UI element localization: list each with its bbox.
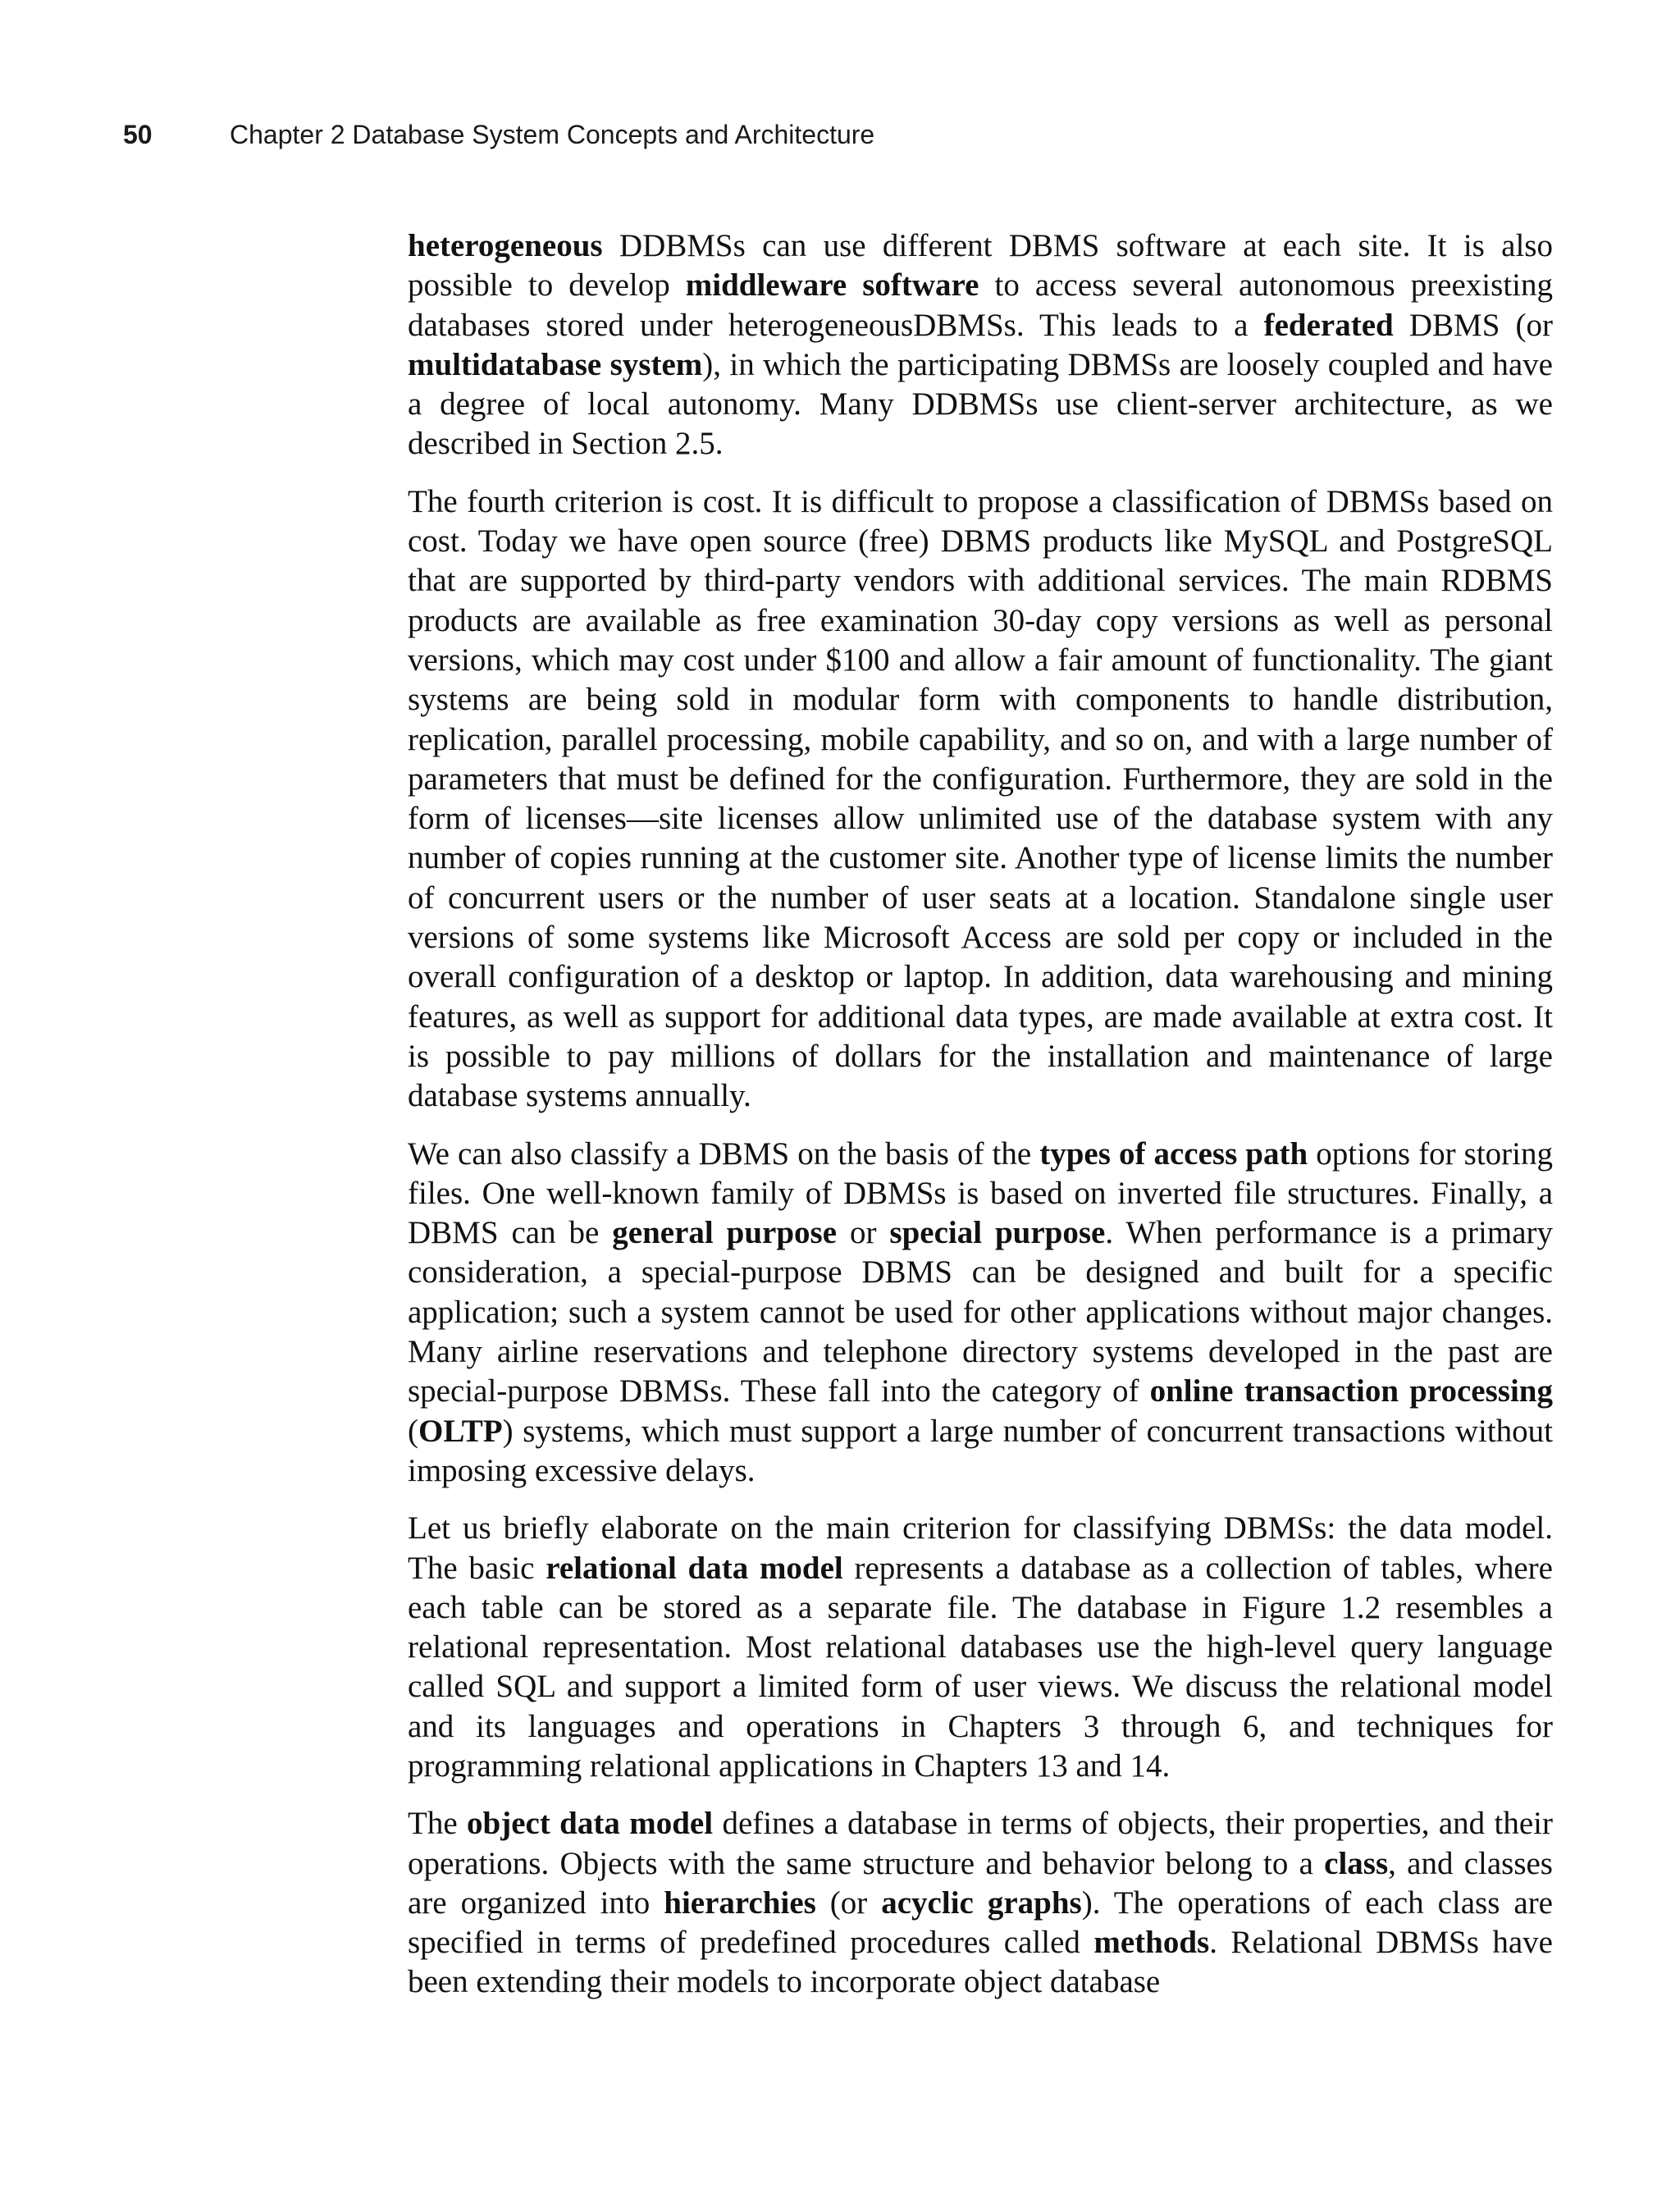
- term-middleware-software: middleware software: [685, 267, 979, 304]
- term-federated: federated: [1263, 307, 1394, 343]
- body-text: [408, 226, 1553, 2021]
- term-object-data-model: object data model: [467, 1806, 714, 1842]
- term-heterogeneous: heterogeneous: [408, 228, 603, 263]
- paragraph-relational-model: Let us briefly elaborate on the main criterion for classifying DBMSs: the data model. The basic relational data model represents a database as a collection of tables, where each table can be stored as a separate file. The database in Figure 1.2 resembles a relational representation. Most relational databases use the high-level query language called SQL and support a limited form of user views. We discuss the relational model and its languages and operations in Chapters 3 through 6, and techniques for programming relational applications in Chapters 13 and 14.: [408, 1510, 1553, 1784]
- term-online-transaction-processing: online transaction processing: [1149, 1373, 1553, 1409]
- chapter-title: Chapter 2 Database System Concepts and Architecture: [230, 120, 875, 149]
- term-class: class: [1324, 1845, 1389, 1881]
- running-head: [123, 120, 874, 153]
- page-number: 50: [123, 120, 153, 149]
- term-methods: methods: [1093, 1925, 1210, 1961]
- term-special-purpose: special purpose: [889, 1215, 1106, 1251]
- paragraph-object-model: The object data model defines a database in terms of objects, their properties, and their operations. Objects with the same structure and behavior belong to a class, and classes are organized into hierarchies (or acyclic graphs). The operations of each class are specified in terms of predefined procedures called methods. Relational DBMSs have been extending their models to incorporate object database: [408, 1806, 1553, 2000]
- term-hierarchies: hierarchies: [664, 1884, 816, 1921]
- paragraph-heterogeneous-ddbms: heterogeneous DDBMSs can use different DBMS software at each site. It is also possible to develop middleware software to access several autonomous preexisting databases stored under heterogeneousDBMSs. This leads to a federated DBMS (or multidatabase system), in which the participating DBMSs are loosely coupled and have a degree of local autonomy. Many DDBMSs use client-server architecture, as we described in Section 2.5.: [408, 228, 1553, 462]
- term-general-purpose: general purpose: [612, 1215, 838, 1251]
- term-types-of-access-path: types of access path: [1039, 1135, 1308, 1172]
- paragraph-cost-criterion: The fourth criterion is cost. It is difficult to propose a classification of DBMSs based on cost. Today we have open source (free) DBMS products like MySQL and PostgreSQL that are supported by third-party vendors with additional services. The main RDBMS products are available as free examination 30-day copy versions as well as personal versions, which may cost under $100 and allow a fair amount of functionality. The giant systems are being sold in modular form with components to handle distribution, replication, parallel processing, mobile capability, and so on, and with a large number of parameters that must be defined for the configuration. Furthermore, they are sold in the form of licenses—site licenses allow unlimited use of the database system with any number of copies running at the customer site. Another type of license limits the number of concurrent users or the number of user seats at a location. Standalone single user versions of some systems like Microsoft Access are sold per copy or included in the overall configuration of a desktop or laptop. In addition, data warehousing and mining features, as well as support for additional data types, are made available at extra cost. It is possible to pay millions of dollars for the installation and maintenance of large database systems annually.: [408, 483, 1553, 1114]
- term-relational-data-model: relational data model: [546, 1550, 843, 1586]
- term-acyclic-graphs: acyclic graphs: [881, 1884, 1082, 1921]
- term-oltp: OLTP: [418, 1413, 503, 1449]
- term-multidatabase-system: multidatabase system: [408, 346, 703, 382]
- paragraph-access-path: We can also classify a DBMS on the basis of the types of access path options for storing files. One well-known family of DBMSs is based on inverted file structures. Finally, a DBMS can be general purpose or special purpose. When performance is a primary consideration, a special-purpose DBMS can be designed and built for a specific application; such a system cannot be used for other applications without major changes. Many airline reservations and telephone directory systems developed in the past are special-purpose DBMSs. These fall into the category of online transaction processing (OLTP) systems, which must support a large number of concurrent transactions without imposing excessive delays.: [408, 1135, 1554, 1488]
